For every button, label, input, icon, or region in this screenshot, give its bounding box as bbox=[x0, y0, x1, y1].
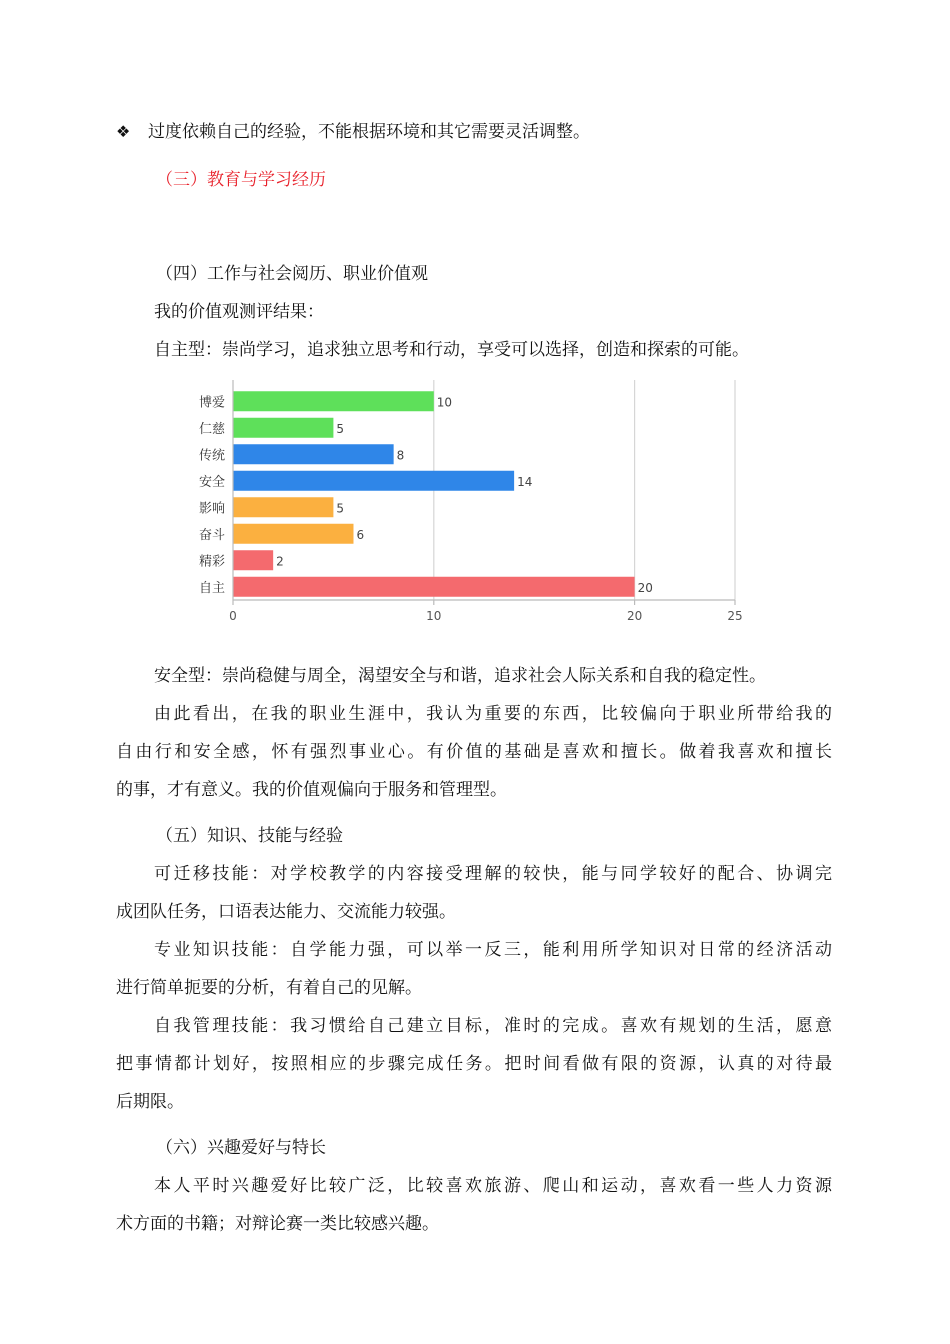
data-label: 5 bbox=[336, 421, 345, 436]
category-label: 奋斗 bbox=[198, 527, 225, 543]
x-tick-label: 20 bbox=[626, 609, 643, 623]
values-security: 安全型：崇尚稳健与周全，渴望安全与和谐，追求社会人际关系和自我的稳定性。 bbox=[154, 666, 766, 686]
bar-0 bbox=[233, 391, 434, 411]
selfmgmt-line-3: 后期限。 bbox=[116, 1092, 184, 1112]
conclusion-line-2: 自由行和安全感，怀有强烈事业心。有价值的基础是喜欢和擅长。做着我喜欢和擅长 bbox=[116, 742, 832, 762]
section-heading-skills: （五）知识、技能与经验 bbox=[156, 826, 343, 846]
x-tick-label: 10 bbox=[426, 609, 442, 623]
data-label: 8 bbox=[396, 448, 405, 463]
data-label: 2 bbox=[276, 554, 284, 569]
values-intro: 我的价值观测评结果： bbox=[154, 302, 324, 322]
hobbies-line-1: 本人平时兴趣爱好比较广泛，比较喜欢旅游、爬山和运动，喜欢看一些人力资源 bbox=[154, 1176, 832, 1196]
values-autonomy: 自主型：崇尚学习，追求独立思考和行动，享受可以选择，创造和探索的可能。 bbox=[154, 340, 749, 360]
section-heading-work: （四）工作与社会阅历、职业价值观 bbox=[156, 264, 428, 284]
bar-7 bbox=[233, 577, 635, 597]
category-label: 仁慈 bbox=[198, 421, 225, 437]
values-bar-chart bbox=[190, 380, 760, 630]
transferable-line-2: 成团队任务，口语表达能力、交流能力较强。 bbox=[116, 902, 456, 922]
bar-5 bbox=[233, 524, 353, 544]
category-label: 影响 bbox=[198, 501, 225, 517]
transferable-line-1: 可迁移技能：对学校教学的内容接受理解的较快，能与同学较好的配合、协调完 bbox=[154, 864, 832, 884]
selfmgmt-line-1: 自我管理技能：我习惯给自己建立目标，准时的完成。喜欢有规划的生活，愿意 bbox=[154, 1016, 832, 1036]
category-label: 博爱 bbox=[198, 395, 225, 411]
section-heading-hobbies: （六）兴趣爱好与特长 bbox=[156, 1138, 326, 1158]
category-label: 精彩 bbox=[198, 554, 225, 570]
category-label: 传统 bbox=[198, 448, 225, 464]
category-label: 自主 bbox=[198, 580, 225, 596]
professional-line-1: 专业知识技能：自学能力强，可以举一反三，能利用所学知识对日常的经济活动 bbox=[154, 940, 832, 960]
professional-line-2: 进行简单扼要的分析，有着自己的见解。 bbox=[116, 978, 422, 998]
bullet-item bbox=[116, 120, 836, 144]
hobbies-line-2: 术方面的书籍；对辩论赛一类比较感兴趣。 bbox=[116, 1214, 439, 1234]
data-label: 6 bbox=[356, 527, 365, 542]
data-label: 10 bbox=[436, 395, 453, 410]
x-tick-label: 25 bbox=[727, 609, 743, 623]
selfmgmt-line-2: 把事情都计划好，按照相应的步骤完成任务。把时间看做有限的资源，认真的对待最 bbox=[116, 1054, 832, 1074]
category-label: 安全 bbox=[198, 474, 225, 490]
data-label: 5 bbox=[336, 501, 345, 516]
bullet-text: 过度依赖自己的经验，不能根据环境和其它需要灵活调整。 bbox=[148, 122, 590, 142]
section-heading-education: （三）教育与学习经历 bbox=[156, 170, 326, 190]
conclusion-line-1: 由此看出，在我的职业生涯中，我认为重要的东西，比较偏向于职业所带给我的 bbox=[154, 704, 832, 724]
x-tick-label: 0 bbox=[229, 609, 237, 623]
data-label: 20 bbox=[637, 580, 653, 595]
diamond-bullet-icon: ❖ bbox=[116, 122, 131, 141]
bar-6 bbox=[233, 550, 273, 570]
bar-3 bbox=[233, 471, 514, 491]
data-label: 14 bbox=[517, 474, 533, 489]
bar-2 bbox=[233, 444, 394, 464]
bar-4 bbox=[233, 497, 333, 517]
conclusion-line-3: 的事，才有意义。我的价值观偏向于服务和管理型。 bbox=[116, 780, 507, 800]
bar-1 bbox=[233, 418, 333, 438]
